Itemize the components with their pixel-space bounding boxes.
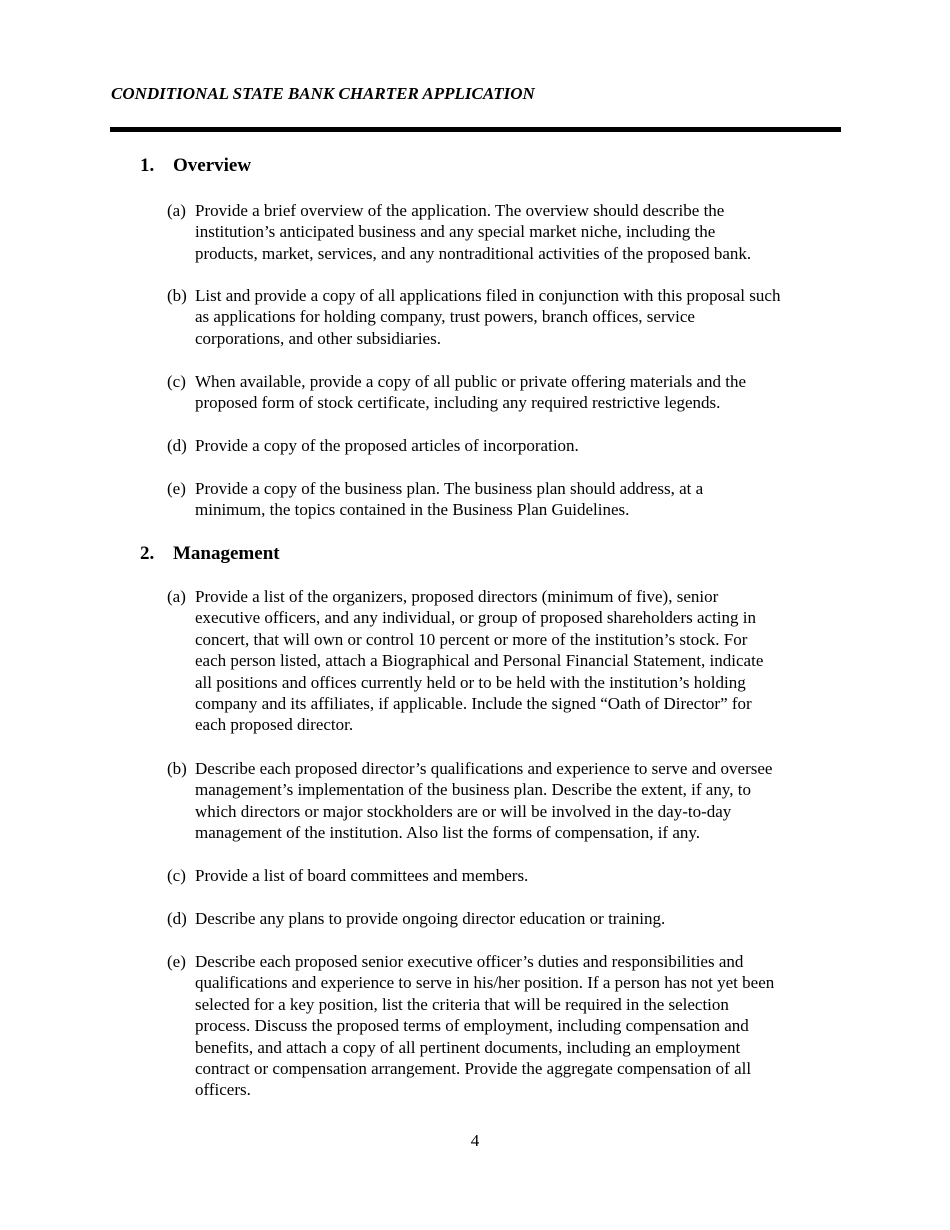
list-item xyxy=(167,478,842,521)
list-item xyxy=(167,951,842,1101)
item-text xyxy=(195,586,842,736)
list-item xyxy=(167,435,842,456)
item-line: When available, provide a copy of all public or private offering materials and the xyxy=(195,372,747,391)
section-title: Overview xyxy=(173,155,252,176)
list-item xyxy=(167,865,842,886)
section-number: 2. xyxy=(140,543,155,564)
running-header-title: CONDITIONAL STATE BANK CHARTER APPLICATION xyxy=(111,84,535,103)
item-text xyxy=(195,285,842,349)
item-text xyxy=(195,951,842,1101)
item-line: Provide a list of board committees and members. xyxy=(195,866,529,885)
section-number: 1. xyxy=(140,155,155,176)
item-line: contract or compensation arrangement. Provide the aggregate compensation of all xyxy=(195,1059,752,1079)
section-heading-overview xyxy=(140,155,840,177)
item-line: each person listed, attach a Biographical and Personal Financial Statement, indicate xyxy=(195,651,764,671)
item-line: Provide a copy of the business plan. The business plan should address, at a xyxy=(195,479,704,498)
item-line: Describe each proposed senior executive officer’s duties and responsibilities and xyxy=(195,952,744,971)
list-item xyxy=(167,200,842,264)
section-heading-management xyxy=(140,543,840,565)
item-letter: (b) xyxy=(167,759,187,778)
item-line: Describe each proposed director’s qualifications and experience to serve and oversee xyxy=(195,759,773,778)
item-letter: (e) xyxy=(167,952,186,971)
item-letter: (c) xyxy=(167,372,186,391)
item-line: corporations, and other subsidiaries. xyxy=(195,328,441,348)
item-line: proposed form of stock certificate, including any required restrictive legends. xyxy=(195,393,721,413)
item-line: process. Discuss the proposed terms of employment, including compensation and xyxy=(195,1016,749,1036)
item-line: management’s implementation of the business plan. Describe the extent, if any, to xyxy=(195,780,751,800)
item-letter: (d) xyxy=(167,909,187,928)
item-line: which directors or major stockholders are or will be involved in the day-to-day xyxy=(195,801,732,821)
item-line: Provide a list of the organizers, proposed directors (minimum of five), senior xyxy=(195,587,719,606)
item-line: each proposed director. xyxy=(195,715,354,735)
item-line: minimum, the topics contained in the Business Plan Guidelines. xyxy=(195,500,630,520)
item-line: Provide a copy of the proposed articles of incorporation. xyxy=(195,436,579,455)
item-text xyxy=(195,371,842,414)
item-line: products, market, services, and any nontraditional activities of the proposed bank. xyxy=(195,243,752,263)
item-text xyxy=(195,200,842,264)
item-line: management of the institution. Also list the forms of compensation, if any. xyxy=(195,823,701,843)
item-line: company and its affiliates, if applicable. Include the signed “Oath of Director” for xyxy=(195,694,752,714)
item-line: concert, that will own or control 10 percent or more of the institution’s stock. For xyxy=(195,629,748,649)
item-letter: (c) xyxy=(167,866,186,885)
item-letter: (a) xyxy=(167,587,186,606)
list-item xyxy=(167,908,842,929)
item-text xyxy=(195,908,842,929)
list-item xyxy=(167,371,842,414)
item-letter: (e) xyxy=(167,479,186,498)
item-text xyxy=(195,865,842,886)
item-line: Describe any plans to provide ongoing director education or training. xyxy=(195,909,666,928)
item-line: all positions and offices currently held or to be held with the institution’s holding xyxy=(195,672,746,692)
item-letter: (d) xyxy=(167,436,187,455)
list-item xyxy=(167,586,842,736)
item-line: Provide a brief overview of the application. The overview should describe the xyxy=(195,201,725,220)
list-item xyxy=(167,758,842,844)
item-text xyxy=(195,478,842,521)
item-line: selected for a key position, list the criteria that will be required in the selection xyxy=(195,994,729,1014)
item-line: qualifications and experience to serve in his/her position. If a person has not yet been xyxy=(195,973,775,993)
item-text xyxy=(195,758,842,844)
item-line: benefits, and attach a copy of all pertinent documents, including an employment xyxy=(195,1037,741,1057)
item-letter: (b) xyxy=(167,286,187,305)
item-line: as applications for holding company, trust powers, branch offices, service xyxy=(195,307,695,327)
header-rule xyxy=(110,127,841,132)
section-title: Management xyxy=(173,543,280,564)
item-line: institution’s anticipated business and any special market niche, including the xyxy=(195,222,716,242)
item-letter: (a) xyxy=(167,201,186,220)
item-line: List and provide a copy of all applications filed in conjunction with this proposal such xyxy=(195,286,781,305)
item-text xyxy=(195,435,842,456)
item-line: executive officers, and any individual, or group of proposed shareholders acting in xyxy=(195,608,756,628)
list-item xyxy=(167,285,842,349)
item-line: officers. xyxy=(195,1080,251,1100)
page-number: 4 xyxy=(470,1131,480,1150)
